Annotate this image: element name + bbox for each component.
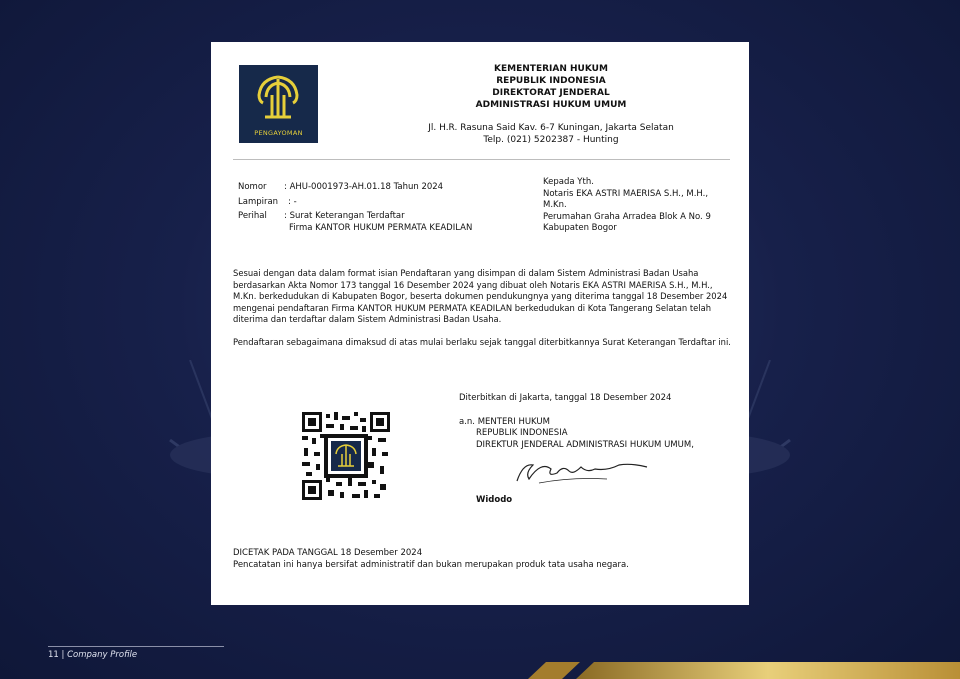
pengayoman-emblem-icon (251, 71, 306, 126)
header-divider (233, 159, 730, 160)
body-paragraph-2: Pendaftaran sebagaimana dimaksud di atas mulai berlaku sejak tanggal diterbitkannya Surat Keterangan Terdaftar ini. (233, 336, 731, 347)
perihal-value: : Surat Keterangan Terdaftar (284, 211, 405, 221)
signer-position: DIREKTUR JENDERAL ADMINISTRASI HUKUM UMUM, (476, 439, 694, 450)
issued-place-date: Diterbitkan di Jakarta, tanggal 18 Desember 2024 (459, 393, 672, 403)
print-footer (233, 548, 629, 571)
signer-country: REPUBLIK INDONESIA (476, 428, 568, 439)
address-line: Jl. H.R. Rasuna Said Kav. 6-7 Kuningan, Jakarta Selatan (428, 123, 674, 133)
perihal-firm: Firma KANTOR HUKUM PERMATA KEADILAN (289, 222, 473, 233)
page-footer (48, 650, 137, 660)
letter-meta (238, 180, 472, 235)
page-separator: | (58, 650, 68, 660)
page-number: 11 (48, 650, 59, 660)
country-name: REPUBLIK INDONESIA (496, 76, 606, 86)
recipient-name: Notaris EKA ASTRI MAERISA S.H., M.H., (543, 188, 709, 199)
nomor-label: Nomor (238, 182, 267, 192)
document-title: Company Profile (67, 650, 138, 660)
verification-qr-code (302, 412, 390, 500)
logo-caption: PENGAYOMAN (254, 129, 303, 137)
on-behalf-of: a.n. MENTERI HUKUM (459, 416, 550, 427)
printed-date: DICETAK PADA TANGGAL 18 Desember 2024 (233, 548, 423, 558)
signer-name: Widodo (476, 495, 513, 505)
recipient-block (543, 177, 733, 235)
body-paragraph-1: Sesuai dengan data dalam format isian Pendaftaran yang disimpan di dalam Sistem Administrasi Badan Usaha berdasarkan Akta Nomor 173 tanggal 16 Desember 2024 yang dibuat oleh Notaris EKA ASTRI MAERISA S.H., M.H., M.Kn. berkedudukan di Kabupaten Bogor, beserta dokumen pendukungnya yang diterima tanggal 18 Desember 2024 mengenai pendaftaran Firma KANTOR HUKUM PERMATA KEADILAN berkedudukan di Kota Tangerang Selatan telah diterima dan terdaftar dalam Sistem Administrasi Badan Usaha. (233, 268, 728, 325)
ministry-logo (239, 65, 318, 143)
recipient-salutation: Kepada Yth. (543, 177, 594, 187)
recipient-address: Perumahan Graha Arradea Blok A No. 9 (543, 211, 711, 222)
ministry-name: KEMENTERIAN HUKUM (494, 64, 608, 74)
disclaimer: Pencatatan ini hanya bersifat administratif dan bukan merupakan produk tata usaha negara. (233, 559, 629, 570)
gold-accent-bar (516, 662, 960, 679)
lampiran-label: Lampiran (238, 196, 279, 207)
letterhead (381, 63, 721, 111)
nomor-value: : AHU-0001973-AH.01.18 Tahun 2024 (284, 182, 444, 192)
handwritten-signature-icon (511, 455, 651, 487)
recipient-city: Kabupaten Bogor (543, 223, 617, 233)
directorate-subname: ADMINISTRASI HUKUM UMUM (475, 100, 627, 110)
signature-block (459, 393, 694, 451)
footer-divider (48, 646, 224, 647)
lampiran-value: : - (288, 196, 297, 207)
recipient-title: M.Kn. (543, 200, 567, 210)
perihal-label: Perihal (238, 211, 267, 221)
phone-line: Telp. (021) 5202387 - Hunting (483, 134, 619, 145)
letterhead-address (381, 123, 721, 146)
letter-body (233, 268, 733, 360)
certificate-document (211, 42, 749, 605)
directorate-name: DIREKTORAT JENDERAL (492, 88, 610, 98)
